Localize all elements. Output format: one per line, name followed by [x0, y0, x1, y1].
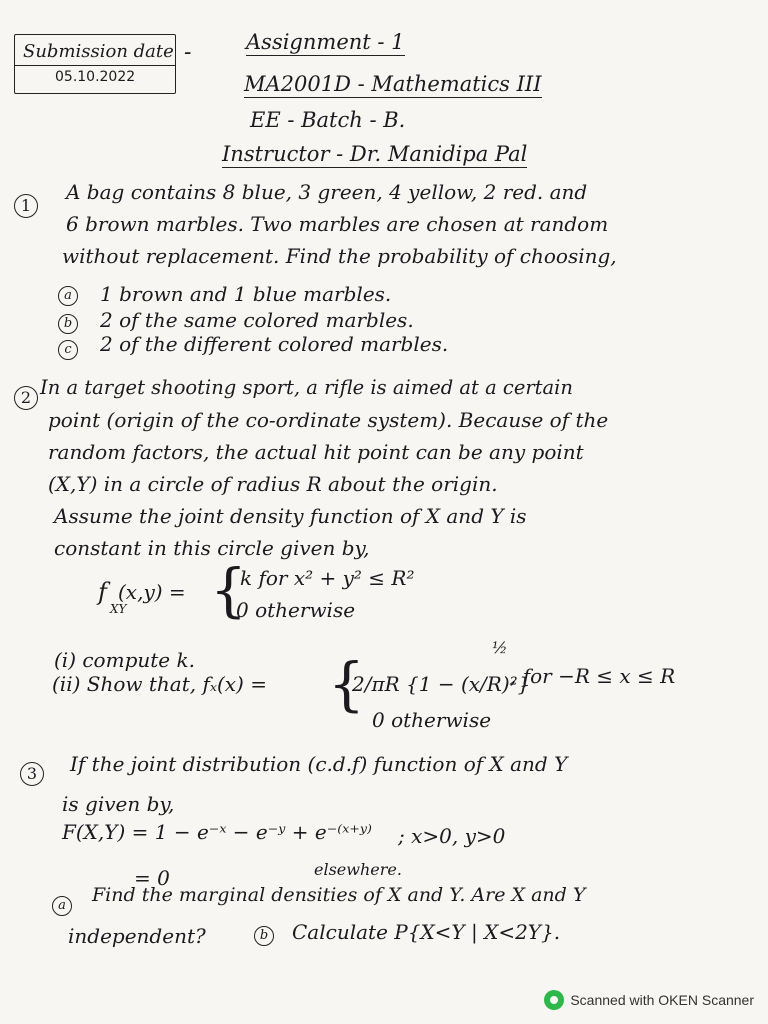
q2-density-case-1: k for x² + y² ≤ R² [240, 566, 415, 590]
q1-option-c-text: 2 of the different colored marbles. [100, 332, 449, 356]
q2-line-6: constant in this circle given by, [54, 536, 370, 560]
q2-marginal-case-1: 2/πR {1 − (x/R)²} [352, 672, 531, 696]
q3-line-1: If the joint distribution (c.d.f) function of X and Y [70, 752, 568, 776]
q2-marginal-case-2: 0 otherwise [372, 708, 492, 732]
q1-option-a-text: 1 brown and 1 blue marbles. [100, 282, 392, 306]
q2-marginal-exponent: ½ [492, 638, 508, 657]
q3-else-label: elsewhere. [314, 860, 402, 879]
q3-else-value: = 0 [134, 866, 170, 890]
submission-date: 05.10.2022 [55, 69, 136, 85]
q2-part-ii: (ii) Show that, fₓ(x) = [52, 672, 267, 696]
q2-marginal-brace: { [328, 650, 365, 718]
q2-density-case-2: 0 otherwise [236, 598, 356, 622]
q1-line-1: A bag contains 8 blue, 3 green, 4 yellow, 2 red. and [66, 180, 588, 204]
q3-part-a-marker: a [52, 896, 72, 916]
q3-line-2: is given by, [62, 792, 175, 816]
q2-line-3: random factors, the actual hit point can be any point [48, 440, 584, 464]
q3-part-a-line-2: independent? [68, 924, 206, 948]
q2-density-subscript: XY [110, 602, 127, 616]
oken-logo-icon [544, 990, 564, 1010]
scanner-text: Scanned with OKEN Scanner [570, 992, 754, 1008]
q1-line-3: without replacement. Find the probability of choosing, [62, 244, 617, 268]
q2-line-1: In a target shooting sport, a rifle is aimed at a certain [40, 376, 573, 399]
q3-part-b-marker: b [254, 926, 274, 946]
q2-line-5: Assume the joint density function of X and Y is [54, 504, 527, 528]
question-1-number: 1 [14, 194, 38, 218]
q2-line-4: (X,Y) in a circle of radius R about the origin. [48, 472, 498, 496]
q1-option-b-text: 2 of the same colored marbles. [100, 308, 414, 332]
q1-option-a-marker: a [58, 286, 78, 306]
q2-density-brace: { [210, 556, 247, 624]
q3-part-a-line-1: Find the marginal densities of X and Y. Are X and Y [92, 884, 586, 906]
q3-cdf-condition: ; x>0, y>0 [398, 824, 506, 848]
q2-line-2: point (origin of the co-ordinate system). Because of the [48, 408, 609, 432]
submission-label: Submission date [23, 41, 174, 62]
assignment-title: Assignment - 1 [246, 30, 405, 54]
q2-part-i: (i) compute k. [54, 648, 195, 672]
header-dash: - [184, 40, 192, 65]
q3-part-b-text: Calculate P{X<Y | X<2Y}. [292, 920, 561, 944]
q2-marginal-range: , for −R ≤ x ≤ R [510, 664, 676, 688]
q3-cdf-definition: F(X,Y) = 1 − e⁻ˣ − e⁻ʸ + e⁻⁽ˣ⁺ʸ⁾ [62, 820, 372, 844]
q2-density-f: f [98, 578, 107, 606]
q1-option-b-marker: b [58, 314, 78, 334]
submission-divider [15, 65, 175, 66]
q1-line-2: 6 brown marbles. Two marbles are chosen at random [66, 212, 609, 236]
submission-box [14, 34, 176, 94]
q1-option-c-marker: c [58, 340, 78, 360]
question-3-number: 3 [20, 762, 44, 786]
scanner-watermark [544, 990, 754, 1010]
q2-density-args: (x,y) = [118, 580, 186, 604]
course-title: MA2001D - Mathematics III [244, 72, 542, 96]
question-2-number: 2 [14, 386, 38, 410]
instructor-title: Instructor - Dr. Manidipa Pal [222, 142, 528, 166]
batch-title: EE - Batch - B. [250, 108, 406, 132]
